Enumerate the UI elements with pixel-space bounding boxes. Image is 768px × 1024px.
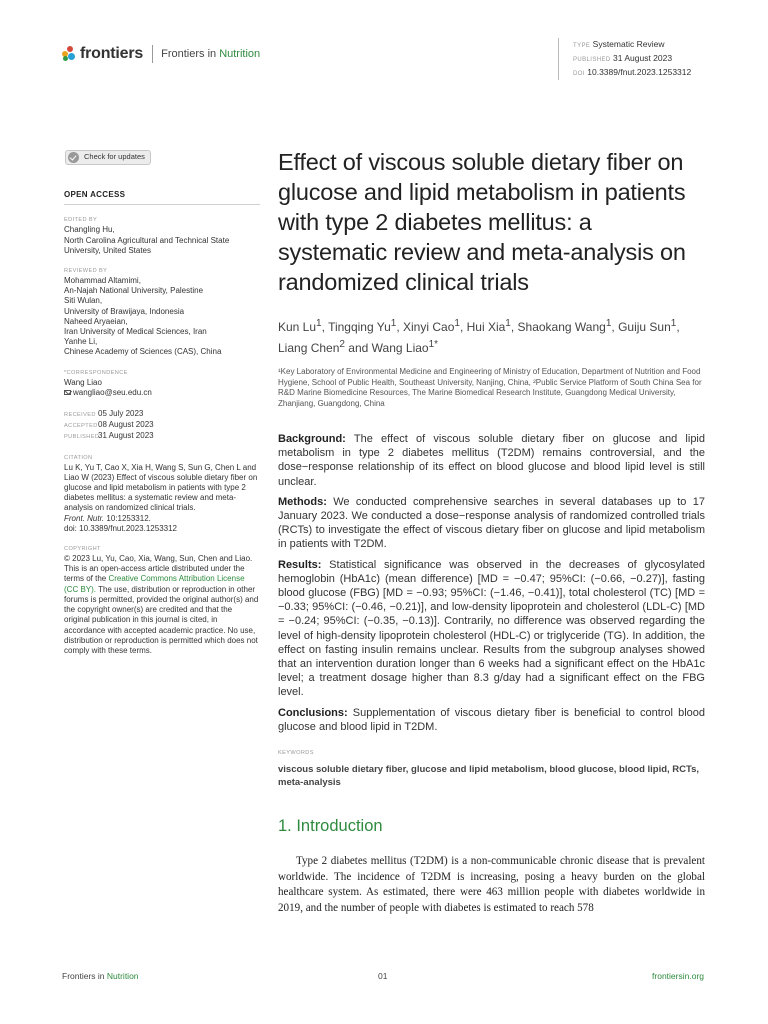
abstract-methods: Methods: We conducted comprehensive searches in several databases up to 17 January 2023. We conducted a dose−response analysis of randomized controlled trials (RCTs) to investigate the effect of viscous dietary fiber on glucose and lipid metabolism in patients with T2DM. <box>278 495 705 551</box>
author[interactable]: Guiju Sun$^1$ <box>618 318 677 334</box>
correspondence-label: *CORRESPONDENCE <box>64 369 128 376</box>
abstract-conclusions: Conclusions: Supplementation of viscous dietary fiber is beneficial to control blood glucose and blood lipid in T2DM. <box>278 706 705 733</box>
author[interactable]: Hui Xia$^1$ <box>466 318 511 334</box>
reviewer-line: An-Najah National University, Palestine <box>64 286 204 296</box>
keywords: viscous soluble dietary fiber, glucose and lipid metabolism, blood glucose, blood lipid, RCTs, meta-analysis <box>278 764 700 788</box>
reviewer-line: Mohammad Altamimi, <box>64 276 141 286</box>
accepted-date: 08 August 2023 <box>98 420 154 430</box>
author[interactable]: Kun Lu$^1$ <box>278 318 322 334</box>
article-meta: TYPE Systematic Review PUBLISHED 31 August 2023 DOI 10.3389/fnut.2023.1253312 <box>558 38 691 80</box>
edited-by-label: EDITED BY <box>64 217 98 224</box>
author[interactable]: Xinyi Cao$^1$ <box>403 318 460 334</box>
editor-affiliation: North Carolina Agricultural and Technical State University, United States <box>64 235 230 255</box>
reviewer-line: University of Brawijaya, Indonesia <box>64 306 185 316</box>
publish-date: 31 August 2023 <box>613 53 673 63</box>
reviewer-line: Chinese Academy of Sciences (CAS), China <box>64 347 222 357</box>
citation-label: CITATION <box>64 454 93 461</box>
frontiers-logo-icon <box>62 46 76 62</box>
footer-journal: Frontiers in Nutrition <box>62 971 139 981</box>
abstract-results: Results: Statistical significance was observed in the decreases of glycosylated hemoglobin (HbA1c) (mean difference) [MD = −0.47; 95%CI: (−0.66, −0.27)], fasting blood glucose (FBG) [MD = −0.93; 95%CI: (−1.46, −0.41)], total cholesterol (TC) [MD = −0.33; 95%CI: (−0.46, −0.21)], and low-density lipoprotein and cholesterol (LDL-C) [MD = −0.24; 95%CI: (−0.35, −0.13)]. Contrarily, no difference was observed regarding the level of high-density lipoprotein cholesterol (HDL-C) or triglyceride (TG). In addition, the effect on fasting insulin remains unclear. Results from the subgroup analyses showed that an intervention duration longer than 6 weeks had a significant effect on the HbA1c level; a treatment dosage higher than 8.3 g/day had a significant effect on the FBG level. <box>278 558 705 699</box>
reviewed-by-label: REVIEWED BY <box>64 268 108 275</box>
citation-text: Lu K, Yu T, Cao X, Xia H, Wang S, Sun G, Chen L and Liao W (2023) Effect of viscous soluble dietary fiber on glucose and lipid metabolism in patients with type 2 diabetes mellitus: a systematic review and meta-analysis on randomized clinical trials. Front. Nutr. 10:1253312. doi: 10.3389/fnut.2023.1253312 <box>64 462 258 533</box>
author[interactable]: Shaokang Wang$^1$ <box>517 318 612 334</box>
envelope-icon <box>64 390 71 395</box>
correspondence-name: Wang Liao <box>64 377 102 387</box>
author[interactable]: Tingqing Yu$^1$ <box>328 318 397 334</box>
keywords-label: KEYWORDS <box>278 750 314 757</box>
open-access-label: OPEN ACCESS <box>64 190 126 200</box>
logo-wordmark: frontiers <box>80 45 144 62</box>
check-for-updates-button[interactable]: Check for updates <box>65 150 151 165</box>
copyright-text: © 2023 Lu, Yu, Cao, Xia, Wang, Sun, Chen and Liao. This is an open-access article distributed under the terms of the Creative Commons Attribution License (CC BY). The use, distribution or reproduction in other forums is permitted, provided the original author(s) and the copyright owner(s) are credited and that the original publication in this journal is cited, in accordance with accepted academic practice. No use, distribution or reproduction is permitted which does not comply with these terms. <box>64 554 259 655</box>
page-number: 01 <box>378 971 388 981</box>
article-dates: RECEIVED 05 July 2023 ACCEPTED08 August 2023 PUBLISHED31 August 2023 <box>64 409 154 441</box>
doi-link: 10.3389/fnut.2023.1253312 <box>587 67 692 77</box>
check-icon <box>68 152 79 163</box>
published-date: 31 August 2023 <box>98 431 154 441</box>
abstract <box>278 432 705 734</box>
main-content <box>278 147 705 916</box>
abstract-background: Background: The effect of viscous soluble dietary fiber on glucose and lipid metabolism in type 2 diabetes mellitus (T2DM) remains controversial, and the dose−response relationship of its effect on blood glucose and blood lipid level is still unclear. <box>278 433 705 488</box>
cc-by-link[interactable]: Creative Commons Attribution License (CC BY). <box>64 574 245 594</box>
sidebar <box>64 150 260 656</box>
editor-name: Changling Hu, <box>64 225 115 235</box>
journal-name: Frontiers in Nutrition <box>161 48 261 60</box>
reviewer-line: Naheed Aryaeian, <box>64 316 128 326</box>
reviewer-line: Yanhe Li, <box>64 337 98 347</box>
author[interactable]: Wang Liao$^{1*}$ <box>371 339 439 355</box>
article-title: Effect of viscous soluble dietary fiber on glucose and lipid metabolism in patients with type 2 diabetes mellitus: a systematic review and meta-analysis on randomized clinical trials <box>278 149 686 295</box>
footer-site-link[interactable]: frontiersin.org <box>652 971 704 981</box>
divider <box>64 204 260 205</box>
frontiers-logo[interactable] <box>62 44 260 64</box>
author-list: Kun Lu$^1$, Tingqing Yu$^1$, Xinyi Cao$^1$, Hui Xia$^1$, Shaokang Wang$^1$, Guiju Sun$^1$, Liang Chen$^2$ and Wang Liao$^{1*}$ <box>278 318 680 355</box>
copyright-label: COPYRIGHT <box>64 546 101 553</box>
section-heading-introduction: 1. Introduction <box>278 817 383 836</box>
reviewer-line: Iran University of Medical Sciences, Iran <box>64 327 207 337</box>
received-date: 05 July 2023 <box>98 409 144 419</box>
reviewer-line: Siti Wulan, <box>64 296 103 306</box>
logo-divider <box>152 45 153 63</box>
author[interactable]: Liang Chen$^2$ <box>278 339 345 355</box>
introduction-paragraph: Type 2 diabetes mellitus (T2DM) is a non-communicable chronic disease that is prevalent worldwide. The incidence of T2DM is increasing, posing a heavy burden on the global healthcare system. As estimated, there were 463 million people with diabetes worldwide in 2019, and the number of people with diabetes is estimated to reach 578 <box>278 855 705 914</box>
affiliations: ¹Key Laboratory of Environmental Medicine and Engineering of Ministry of Education, Department of Nutrition and Food Hygiene, School of Public Health, Southeast University, Nanjing, China, ²Public Service Platform of South China Sea for R&D Marine Biomedicine Resources, The Marine Biomedical Research Institute, Guangdong Medical University, Zhanjiang, Guangdong, China <box>278 367 702 408</box>
correspondence-email[interactable]: wangliao@seu.edu.cn <box>64 388 260 398</box>
article-type: Systematic Review <box>592 39 665 49</box>
